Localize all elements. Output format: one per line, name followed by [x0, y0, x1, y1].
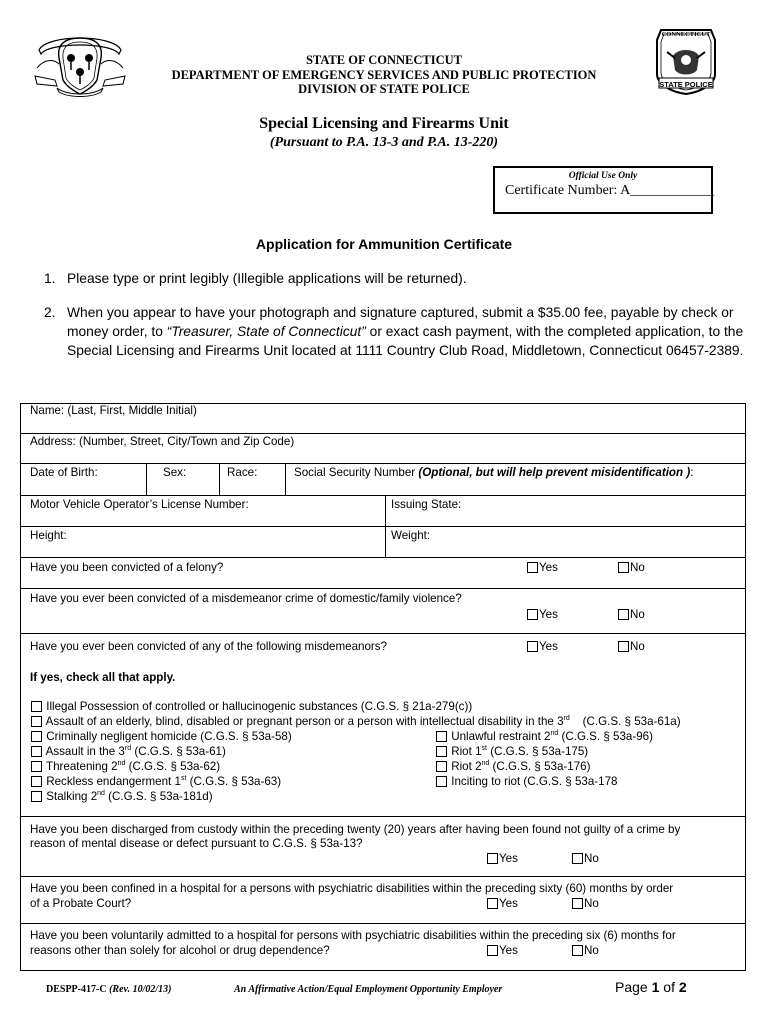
domestic-no-checkbox[interactable]: No [618, 608, 645, 622]
misdemeanor-illegal-possession[interactable]: Illegal Possession of controlled or hallucinogenic substances (C.G.S. § 21a-279(c)) [31, 700, 472, 714]
page-title: Application for Ammunition Certificate [255, 236, 513, 252]
felony-yes-checkbox[interactable]: Yes [527, 561, 558, 575]
misdemeanor-threatening-2nd[interactable]: Threatening 2nd (C.G.S. § 53a-62) [31, 760, 220, 774]
misdemeanors-yes-checkbox[interactable]: Yes [527, 640, 558, 654]
misdemeanor-stalking-2nd[interactable]: Stalking 2nd (C.G.S. § 53a-181d) [31, 790, 213, 804]
voluntary-yes-checkbox[interactable]: Yes [487, 944, 518, 958]
header-department: DEPARTMENT OF EMERGENCY SERVICES AND PUBLIC PROTECTION [171, 68, 597, 82]
discharged-no-checkbox[interactable]: No [572, 852, 599, 866]
certificate-number-field[interactable]: Certificate Number: A____________ [505, 183, 715, 198]
domestic-yes-checkbox[interactable]: Yes [527, 608, 558, 622]
misdemeanor-criminally-negligent-homicide[interactable]: Criminally negligent homicide (C.G.S. § 53a-58) [31, 730, 292, 744]
misdemeanors-no-checkbox[interactable]: No [618, 640, 645, 654]
badge-top-text: CONNECTICUT [661, 31, 711, 38]
question-voluntary-line1: Have you been voluntarily admitted to a hospital for persons with psychiatric disabilities within the preceding six (6) months for [30, 929, 676, 942]
question-felony: Have you been convicted of a felony? [30, 561, 224, 574]
misdemeanor-inciting-riot[interactable]: Inciting to riot (C.G.S. § 53a-178 [436, 775, 618, 789]
discharged-yes-checkbox[interactable]: Yes [487, 852, 518, 866]
sex-field[interactable]: Sex: [163, 466, 187, 479]
misdemeanor-assault-3rd[interactable]: Assault in the 3rd (C.G.S. § 53a-61) [31, 745, 226, 759]
question-confined-line1: Have you been confined in a hospital for a persons with psychiatric disabilities within the preceding sixty (60) months by order [30, 882, 674, 895]
instruction-2: 2. When you appear to have your photograph and signature captured, submit a $35.00 fee, payable by check or money order, to “Treasurer, State of Connecticut” or exact cash payment, with the completed application, to the Special Licensing and Firearms Unit located at 1111 Country Club Road, Middletown, Connecticut 06457-2389. [44, 305, 744, 358]
misdemeanor-assault-elderly[interactable]: Assault of an elderly, blind, disabled or pregnant person or a person with intellectual disability in the 3rd (C.G.S. § 53a-61a) [31, 715, 681, 729]
check-all-label: If yes, check all that apply. [30, 671, 176, 684]
question-discharged-line2: reason of mental disease or defect pursuant to C.G.S. § 53a-13? [30, 837, 363, 850]
misdemeanor-riot-2nd[interactable]: Riot 2nd (C.G.S. § 53a-176) [436, 760, 591, 774]
misdemeanor-riot-1st[interactable]: Riot 1st (C.G.S. § 53a-175) [436, 745, 588, 759]
official-use-box [493, 166, 713, 214]
unit-subtitle: (Pursuant to P.A. 13-3 and P.A. 13-220) [269, 135, 499, 150]
felony-no-checkbox[interactable]: No [618, 561, 645, 575]
header-state: STATE OF CONNECTICUT [305, 53, 463, 67]
unit-title: Special Licensing and Firearms Unit [259, 115, 509, 132]
misdemeanor-unlawful-restraint[interactable]: Unlawful restraint 2nd (C.G.S. § 53a-96) [436, 730, 653, 744]
question-confined-line2: of a Probate Court? [30, 897, 132, 910]
ssn-field[interactable]: Social Security Number (Optional, but will help prevent misidentification ): [294, 466, 694, 479]
confined-no-checkbox[interactable]: No [572, 897, 599, 911]
header-division: DIVISION OF STATE POLICE [298, 82, 470, 96]
date-of-birth-field[interactable]: Date of Birth: [30, 466, 98, 479]
address-field[interactable]: Address: (Number, Street, City/Town and Zip Code) [30, 435, 295, 448]
question-misdemeanors: Have you ever been convicted of any of the following misdemeanors? [30, 640, 388, 653]
application-form [20, 403, 746, 971]
confined-yes-checkbox[interactable]: Yes [487, 897, 518, 911]
issuing-state-field[interactable]: Issuing State: [391, 498, 462, 511]
weight-field[interactable]: Weight: [391, 529, 431, 542]
license-number-field[interactable]: Motor Vehicle Operator’s License Number: [30, 498, 249, 511]
official-use-label: Official Use Only [568, 171, 638, 181]
employer-note: An Affirmative Action/Equal Employment Opportunity Employer [234, 984, 503, 995]
question-domestic-violence: Have you ever been convicted of a misdemeanor crime of domestic/family violence? [30, 592, 462, 605]
question-voluntary-line2: reasons other than solely for alcohol or drug dependence? [30, 944, 330, 957]
height-field[interactable]: Height: [30, 529, 67, 542]
voluntary-no-checkbox[interactable]: No [572, 944, 599, 958]
page-number: Page 1 of 2 [615, 979, 687, 995]
question-discharged-line1: Have you been discharged from custody within the preceding twenty (20) years after having been found not guilty of a crime by [30, 823, 681, 836]
name-field[interactable]: Name: (Last, First, Middle Initial) [30, 404, 197, 417]
misdemeanor-reckless-endangerment[interactable]: Reckless endangerment 1st (C.G.S. § 53a-63) [31, 775, 281, 789]
race-field[interactable]: Race: [227, 466, 258, 479]
instruction-1: 1. Please type or print legibly (Illegible applications will be returned). [44, 271, 467, 286]
form-id: DESPP-417-C (Rev. 10/02/13) [46, 984, 172, 995]
badge-bottom-text: STATE POLICE [659, 80, 713, 89]
